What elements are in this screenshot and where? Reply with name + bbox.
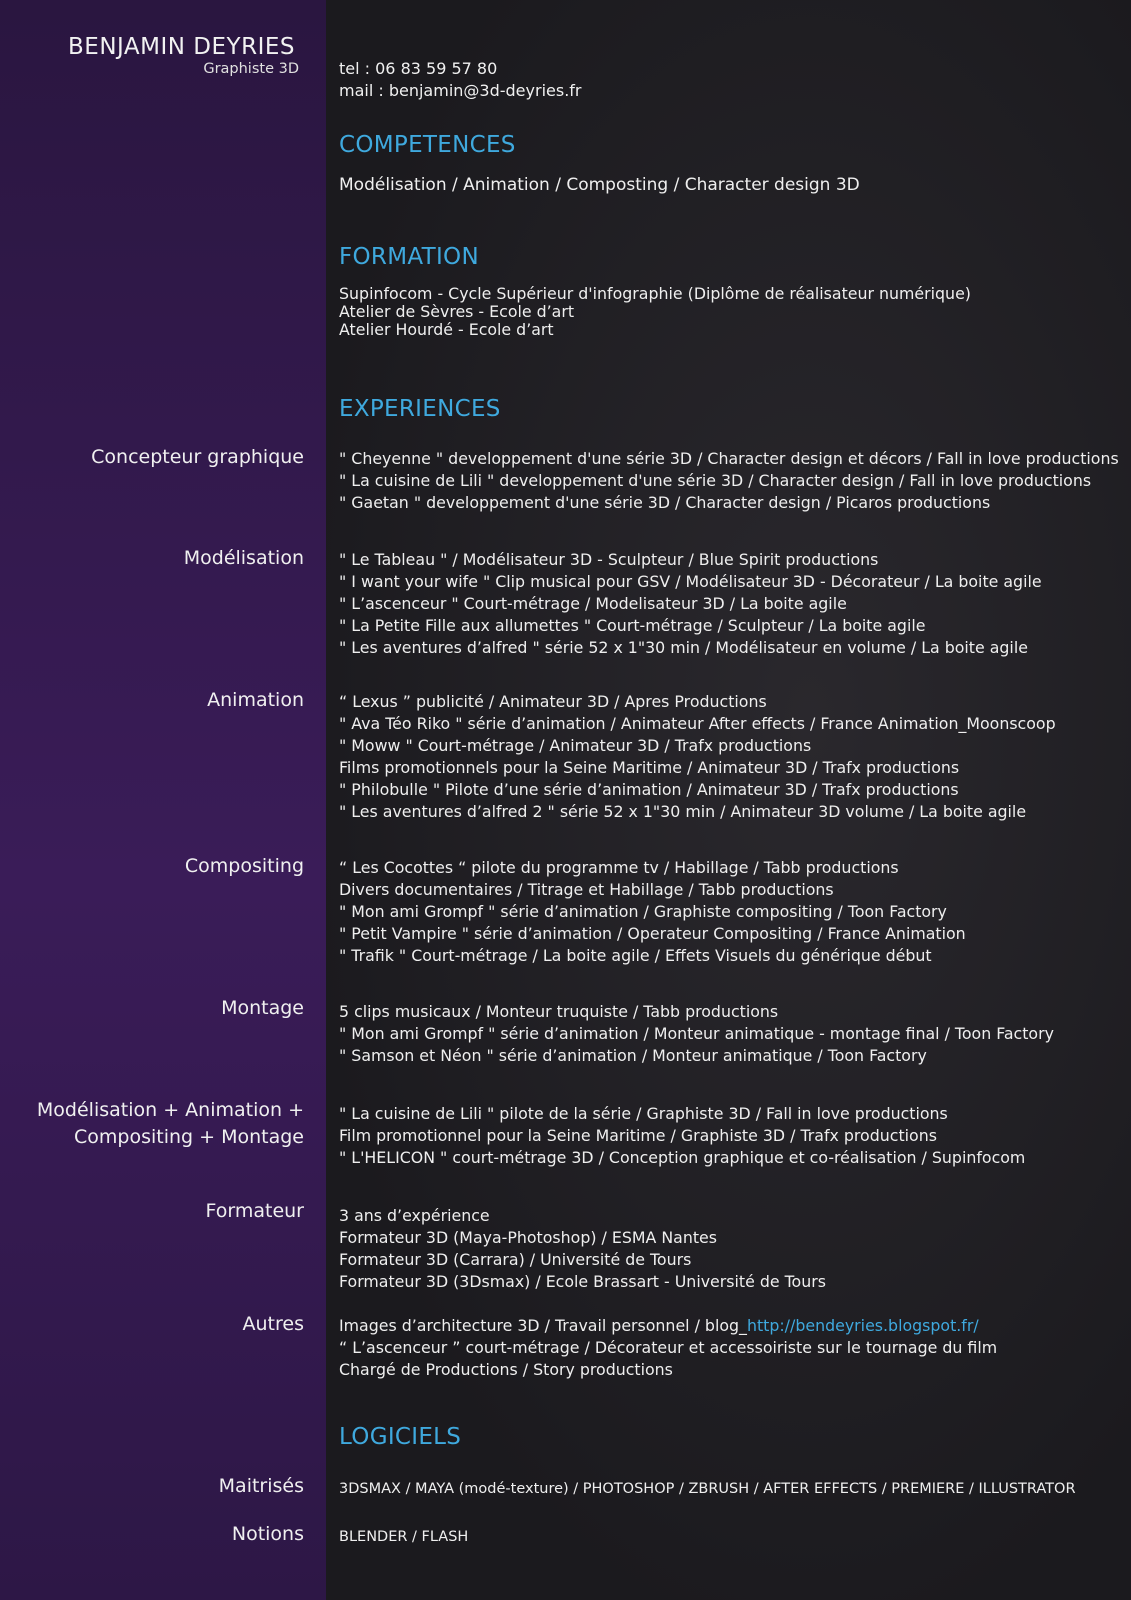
section-label-compositing: Compositing: [184, 855, 304, 877]
section-label-combined-cont: Compositing + Montage: [74, 1126, 304, 1148]
autres-text: Images d’architecture 3D / Travail personnel / blog_: [339, 1316, 747, 1335]
experience-line: " Gaetan " developpement d'une série 3D / Character design / Picaros productions: [339, 493, 991, 512]
experience-line: " Les aventures d’alfred 2 " série 52 x 1"30 min / Animateur 3D volume / La boite agile: [339, 802, 1027, 821]
formation-heading: FORMATION: [339, 244, 479, 270]
experience-line: " Trafik " Court-métrage / La boite agile / Effets Visuels du générique début: [339, 946, 932, 965]
section-label-maitrises: Maitrisés: [218, 1475, 304, 1497]
experience-line: " I want your wife " Clip musical pour GSV / Modélisateur 3D - Décorateur / La boite agile: [339, 572, 1042, 591]
formation-line: Atelier de Sèvres - Ecole d’art: [339, 302, 575, 321]
competences-text: Modélisation / Animation / Composting / Character design 3D: [339, 175, 860, 195]
experience-line: Formateur 3D (3Dsmax) / Ecole Brassart - Université de Tours: [339, 1272, 826, 1291]
experience-line: [339, 1315, 979, 1337]
experience-line: " La cuisine de Lili " pilote de la série / Graphiste 3D / Fall in love productions: [339, 1104, 948, 1123]
experience-line: " Les aventures d’alfred " série 52 x 1"30 min / Modélisateur en volume / La boite agile: [339, 638, 1028, 657]
section-label-montage: Montage: [221, 997, 304, 1019]
experience-line: " Philobulle " Pilote d’une série d’animation / Animateur 3D / Trafx productions: [339, 780, 959, 799]
experience-line: " Ava Téo Riko " série d’animation / Animateur After effects / France Animation_Moonscoop: [339, 714, 1056, 733]
experience-line: " Cheyenne " developpement d'une série 3D / Character design et décors / Fall in love productions: [339, 449, 1119, 468]
experience-line: Chargé de Productions / Story productions: [339, 1360, 673, 1379]
experience-line: Formateur 3D (Maya-Photoshop) / ESMA Nantes: [339, 1228, 717, 1247]
logiciels-heading: LOGICIELS: [339, 1424, 462, 1450]
experience-line: 3 ans d’expérience: [339, 1206, 490, 1225]
formation-line: Supinfocom - Cycle Supérieur d'infographie (Diplôme de réalisateur numérique): [339, 284, 971, 303]
section-label-concepteur: Concepteur graphique: [91, 446, 304, 468]
experience-line: “ Les Cocottes “ pilote du programme tv / Habillage / Tabb productions: [339, 858, 899, 877]
experiences-heading: EXPERIENCES: [339, 396, 501, 422]
experience-line: " Samson et Néon " série d’animation / Monteur animatique / Toon Factory: [339, 1046, 927, 1065]
section-label-formateur: Formateur: [205, 1200, 304, 1222]
experience-line: “ Lexus ” publicité / Animateur 3D / Apres Productions: [339, 692, 767, 711]
experience-line: 5 clips musicaux / Monteur truquiste / Tabb productions: [339, 1002, 779, 1021]
experience-line: “ L’ascenceur ” court-métrage / Décorateur et accessoiriste sur le tournage du film: [339, 1338, 998, 1357]
sidebar: [0, 0, 326, 1600]
section-label-autres: Autres: [242, 1313, 304, 1335]
competences-heading: COMPETENCES: [339, 132, 516, 158]
experience-line: " Le Tableau " / Modélisateur 3D - Sculpteur / Blue Spirit productions: [339, 550, 879, 569]
experience-line: Divers documentaires / Titrage et Habillage / Tabb productions: [339, 880, 834, 899]
experience-line: " La Petite Fille aux allumettes " Court-métrage / Sculpteur / La boite agile: [339, 616, 926, 635]
formation-line: Atelier Hourdé - Ecole d’art: [339, 320, 554, 339]
person-role: Graphiste 3D: [203, 61, 299, 77]
experience-line: Films promotionnels pour la Seine Maritime / Animateur 3D / Trafx productions: [339, 758, 960, 777]
person-name: BENJAMIN DEYRIES: [68, 34, 295, 60]
experience-line: " Petit Vampire " série d’animation / Operateur Compositing / France Animation: [339, 924, 966, 943]
experience-line: Film promotionnel pour la Seine Maritime / Graphiste 3D / Trafx productions: [339, 1126, 937, 1145]
section-label-notions: Notions: [231, 1523, 304, 1545]
experience-line: " Moww " Court-métrage / Animateur 3D / Trafx productions: [339, 736, 812, 755]
experience-line: " Mon ami Grompf " série d’animation / Graphiste compositing / Toon Factory: [339, 902, 947, 921]
contact-phone: tel : 06 83 59 57 80: [339, 59, 498, 78]
section-label-animation: Animation: [207, 689, 304, 711]
experience-line: Formateur 3D (Carrara) / Université de Tours: [339, 1250, 692, 1269]
experience-line: " L'HELICON " court-métrage 3D / Conception graphique et co-réalisation / Supinfocom: [339, 1148, 1026, 1167]
experience-line: " Mon ami Grompf " série d’animation / Monteur animatique - montage final / Toon Factory: [339, 1024, 1054, 1043]
blog-link[interactable]: http://bendeyries.blogspot.fr/: [746, 1316, 979, 1335]
notions-text: BLENDER / FLASH: [339, 1529, 469, 1545]
section-label-combined: Modélisation + Animation +: [36, 1099, 304, 1121]
experience-line: " L’ascenceur " Court-métrage / Modelisateur 3D / La boite agile: [339, 594, 847, 613]
maitrises-text: 3DSMAX / MAYA (modé-texture) / PHOTOSHOP / ZBRUSH / AFTER EFFECTS / PREMIERE / ILLUSTRATOR: [339, 1481, 1076, 1497]
section-label-modelisation: Modélisation: [183, 547, 304, 569]
experience-line: " La cuisine de Lili " developpement d'une série 3D / Character design / Fall in love productions: [339, 471, 1092, 490]
contact-email: mail : benjamin@3d-deyries.fr: [339, 81, 582, 100]
